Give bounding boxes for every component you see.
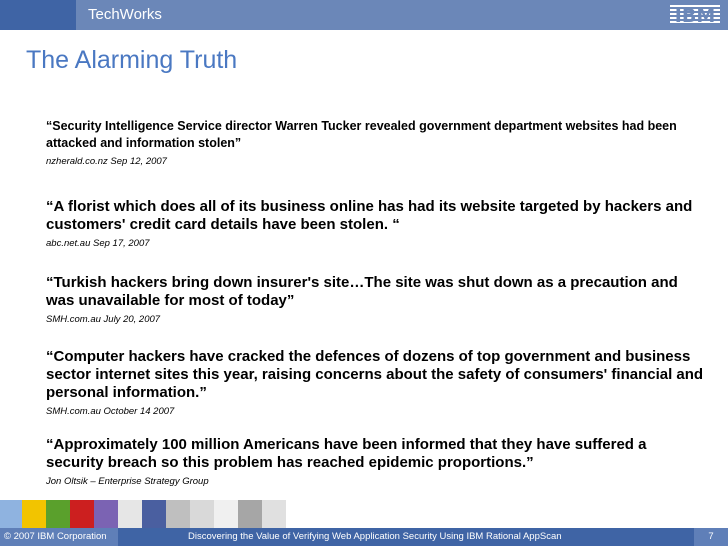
strip-tile: [214, 500, 238, 528]
header-bar: [0, 0, 728, 30]
strip-tile: [118, 500, 142, 528]
quote-item: [46, 274, 706, 348]
quote-source: SMH.com.au October 14 2007: [46, 406, 175, 417]
strip-tile: [0, 500, 22, 528]
strip-tile: [190, 500, 214, 528]
page-number: 7: [694, 528, 728, 546]
quote-text: “Turkish hackers bring down insurer's site…The site was shut down as a precaution and was unavailable for most of today”: [46, 274, 678, 309]
ibm-logo: [670, 3, 720, 27]
strip-tile: [22, 500, 46, 528]
strip-tile: [70, 500, 94, 528]
quote-item: [46, 348, 706, 436]
svg-text:IBM: IBM: [674, 5, 716, 27]
footer-description: Discovering the Value of Verifying Web Application Security Using IBM Rational AppScan: [188, 531, 562, 542]
quote-text: “Security Intelligence Service director Warren Tucker revealed government department websites had been attacked and information stolen”: [46, 119, 677, 150]
strip-tile: [142, 500, 166, 528]
quote-source: nzherald.co.nz Sep 12, 2007: [46, 156, 167, 167]
strip-tile: [166, 500, 190, 528]
quote-source: SMH.com.au July 20, 2007: [46, 314, 161, 325]
quote-list: [46, 118, 706, 487]
footer-copyright: © 2007 IBM Corporation: [0, 528, 118, 546]
app-title: TechWorks: [88, 6, 162, 23]
quote-text: “A florist which does all of its business online has had its website targeted by hackers and customers' credit card details have been stolen. “: [46, 198, 693, 233]
strip-tile: [94, 500, 118, 528]
quote-text: “Approximately 100 million Americans have been informed that they have suffered a security breach so this problem has reached epidemic proportions.”: [46, 436, 647, 471]
quote-item: [46, 436, 706, 487]
quote-source: Jon Oltsik – Enterprise Strategy Group: [46, 476, 209, 487]
quote-item: [46, 118, 706, 198]
strip-tile: [262, 500, 286, 528]
header-accent: [0, 0, 76, 30]
strip-tile: [238, 500, 262, 528]
strip-tile: [46, 500, 70, 528]
slide-title: The Alarming Truth: [26, 46, 238, 74]
quote-source: abc.net.au Sep 17, 2007: [46, 238, 150, 249]
quote-item: [46, 198, 706, 274]
quote-text: “Computer hackers have cracked the defences of dozens of top government and business sector internet sites this year, raising concerns about the safety of consumers' financial and personal information.”: [46, 348, 704, 401]
footer-bar: [0, 528, 728, 546]
